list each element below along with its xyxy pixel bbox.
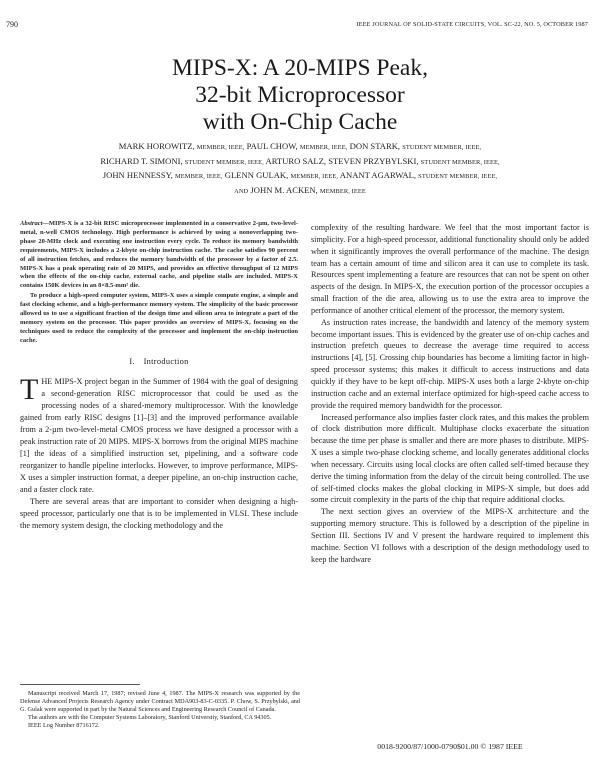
author-affiliation: MEMBER, IEEE xyxy=(319,187,366,195)
title-line-1: MIPS-X: A 20-MIPS Peak, xyxy=(172,55,428,81)
abstract-text-1: —MIPS-X is a 32-bit RISC microprocessor implemented in a conservative 2-µm, two-level-metal, n-well CMOS technology. High performance is achieved by using a nonoverlapping two-phase 20-MHz clock and executing one instruction every cycle. To reduce its memory bandwidth requirements, MIPS-X includes a 2-kbyte on-chip instruction cache. The cache satisfies 90 percent of all instruction fetches, and reduces the memory bandwidth of the processor by a factor of 2.5. MIPS-X has a peak operating rate of 20 MIPS, and provides an effective throughput of 12 MIPS when the effects of the on-chip cache, external cache, and pipeline stalls are included. MIPS-X contains 150K devices in an 8×8.5-mm² die. xyxy=(20,220,298,290)
right-column xyxy=(311,222,589,565)
page-number: 790 xyxy=(6,20,18,29)
author-affiliation: STUDENT MEMBER, IEEE, xyxy=(420,158,500,166)
right-paragraph-3: Increased performance also implies faster clock rates, and this makes the problem of clock distribution more difficult. Multiphase clocks exacerbate the situation because the time per phase is smaller and there are more phases to distribute. MIPS-X uses a simple two-phase clocking scheme, and locally generates additional clocks when necessary. Circuits using local clocks are often called self-timed because they derive the timing information from the delay of the circuit being controlled. The use of self-timed clocks makes the global clocking in MIPS-X simple, but does add some circuit complexity in the parts of the chip that require additional clocks. xyxy=(311,412,589,505)
footnote-rule xyxy=(20,684,140,685)
author-list xyxy=(15,140,585,198)
author-affiliation: MEMBER, IEEE, xyxy=(175,173,223,180)
author-affiliation: MEMBER, IEEE, xyxy=(196,144,245,151)
section-heading-introduction: I. Introduction xyxy=(129,356,189,366)
footnote-log-number: IEEE Log Number 8716172. xyxy=(28,721,100,729)
right-paragraph-4: The next section gives an overview of the MIPS-X architecture and the supporting memory structure. This is followed by a description of the pipeline in Section III. Sections IV and V present the hardware required to implement this machine. Section VI follows with a description of the design methodology used to keep the hardware xyxy=(311,507,589,564)
author-affiliation: STUDENT MEMBER, IEEE, xyxy=(418,173,498,180)
author-name: MARK HOROWITZ, xyxy=(118,141,195,151)
title-line-3: with On-Chip Cache xyxy=(202,109,398,135)
abstract-paragraph-2: To produce a high-speed computer system, MIPS-X uses a simple compute engine, a simple and fast clocking scheme, and a high-performance memory system. The simplicity of the basic processor allowed us to use a significant fraction of the design time and silicon area to integrate a part of the memory system on the processor. This paper provides an overview of MIPS-X, focusing on the techniques used to reduce the complexity of the processor and implement the on-chip instruction cache. xyxy=(20,292,298,344)
title-line-2: 32-bit Microprocessor xyxy=(195,82,405,108)
left-column xyxy=(20,220,298,532)
footnote-received: Manuscript received March 17, 1987; revised June 4, 1987. The MIPS-X research was supported by the Defense Advanced Projects Research Agency under Contract MDA903-83-C-0335. P. Chow, S. Przybylski, and G. Gulak were supported in part by the Natural Sciences and Engineering Research Council of Canada. xyxy=(20,690,300,713)
copyright-line: 0018-9200/87/1000-0790$01.00 © 1987 IEEE xyxy=(377,742,523,751)
author-line-4 xyxy=(15,184,585,199)
paper-title xyxy=(0,55,600,136)
author-name: RICHARD T. SIMONI, xyxy=(100,155,183,166)
author-affiliation: MEMBER, IEEE, xyxy=(299,144,348,151)
intro-paragraph-1 xyxy=(20,372,298,496)
abstract-label: Abstract xyxy=(20,220,43,227)
author-name: GLENN GULAK, xyxy=(224,170,289,180)
author-conjunction: AND xyxy=(234,187,249,195)
footnote xyxy=(20,690,300,730)
abstract xyxy=(20,220,298,346)
author-affiliation: STUDENT MEMBER, IEEE, xyxy=(184,158,264,166)
author-affiliation: MEMBER, IEEE, xyxy=(290,173,339,180)
author-name: PAUL CHOW, xyxy=(246,141,298,151)
author-name: DON STARK, xyxy=(349,141,401,151)
author-name: STEVEN PRZYBYLSKI, xyxy=(328,155,419,166)
intro-paragraph-2: There are several areas that are important to consider when designing a high-speed processor, particularly one that is to be implemented in VLSI. These include the memory system design, the clocking methodology and the xyxy=(20,496,298,530)
author-line-1 xyxy=(15,140,585,155)
abstract-paragraph-1 xyxy=(20,220,298,291)
author-name: JOHN HENNESSY, xyxy=(102,170,173,180)
author-name: ARTURO SALZ, xyxy=(265,155,327,166)
author-line-3 xyxy=(15,169,585,184)
drop-cap: T xyxy=(20,372,39,406)
author-line-2 xyxy=(15,155,585,170)
author-name: JOHN M. ACKEN, xyxy=(250,184,318,195)
footnote-affiliation: The authors are with the Computer Systems Laboratory, Stanford University, Stanford, CA 94305. xyxy=(28,713,272,721)
right-paragraph-2: As instruction rates increase, the bandwidth and latency of the memory system become important issues. This is evidenced by the greater use of on-chip caches and instruction prefetch queues to decrease the average time required to access instructions [4], [5]. Crossing chip boundaries has become a limiting factor in high-speed processor systems; this makes it difficult to access instructions and data quickly if they have to be kept off-chip. MIPS-X uses both a large 2-kbyte on-chip instruction cache and an external interface optimized for high-speed cache access to provide the required memory bandwidth for the processor. xyxy=(311,317,589,410)
author-affiliation: STUDENT MEMBER, IEEE, xyxy=(402,144,482,151)
journal-header: IEEE JOURNAL OF SOLID-STATE CIRCUITS, VOL. SC-22, NO. 5, OCTOBER 1987 xyxy=(356,21,588,28)
author-name: ANANT AGARWAL, xyxy=(339,170,417,180)
right-paragraph-1: complexity of the resulting hardware. We feel that the most important factor is simplicity. For a high-speed processor, additional functionality should only be added when it significantly improves the overall performance of the machine. The design team has a certain amount of time and silicon area it can use to complete its task. Resources spent implementing a feature are resources that can not be spent on other aspects of the design. In MIPS-X, the execution portion of the processor occupies a small fraction of the die area, allowing us to use the extra area to improve the performance of another critical element of the processor, the memory system. xyxy=(311,223,589,315)
intro-text-1: HE MIPS-X project began in the Summer of 1984 with the goal of designing a second-generation RISC microprocessor that could be used as the processing nodes of a shared-memory multiprocessor. With the knowledge gained from early RISC designs [1]–[3] and the improved performance available from a 2-µm two-level-metal CMOS process we have designed a processor with a peak instruction rate of 20 MIPS. MIPS-X borrows from the original MIPS machine [1] the ideas of a simplified instruction set, pipelining, and a software code reorganizer to handle pipeline interlocks. However, to improve performance, MIPS-X uses a simpler instruction format, a deeper pipeline, an on-chip instruction cache, and a faster clock rate. xyxy=(20,376,298,494)
